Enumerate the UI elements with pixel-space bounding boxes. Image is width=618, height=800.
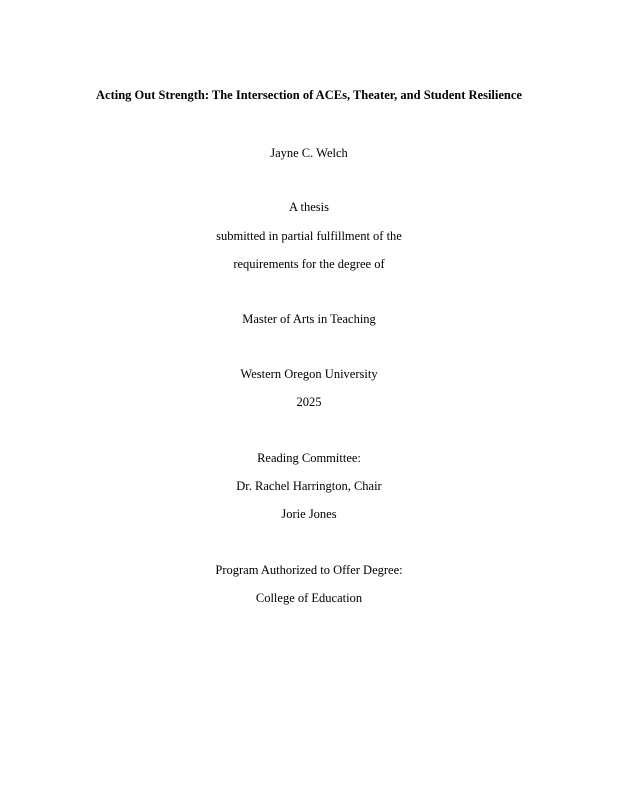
submission-line-3: requirements for the degree of	[233, 257, 385, 271]
thesis-title: Acting Out Strength: The Intersection of ACEs, Theater, and Student Resilience	[96, 88, 522, 102]
program-name: College of Education	[255, 591, 363, 605]
submission-line-1: A thesis	[289, 200, 329, 214]
institution-name: Western Oregon University	[240, 367, 378, 381]
committee-heading: Reading Committee:	[257, 451, 361, 465]
degree-name: Master of Arts in Teaching	[242, 312, 376, 326]
author-name: Jayne C. Welch	[270, 146, 348, 160]
year: 2025	[296, 395, 322, 409]
committee-member: Jorie Jones	[281, 507, 337, 521]
submission-line-2: submitted in partial fulfillment of the	[216, 229, 402, 243]
program-heading: Program Authorized to Offer Degree:	[215, 563, 403, 577]
committee-member-chair: Dr. Rachel Harrington, Chair	[236, 479, 382, 493]
